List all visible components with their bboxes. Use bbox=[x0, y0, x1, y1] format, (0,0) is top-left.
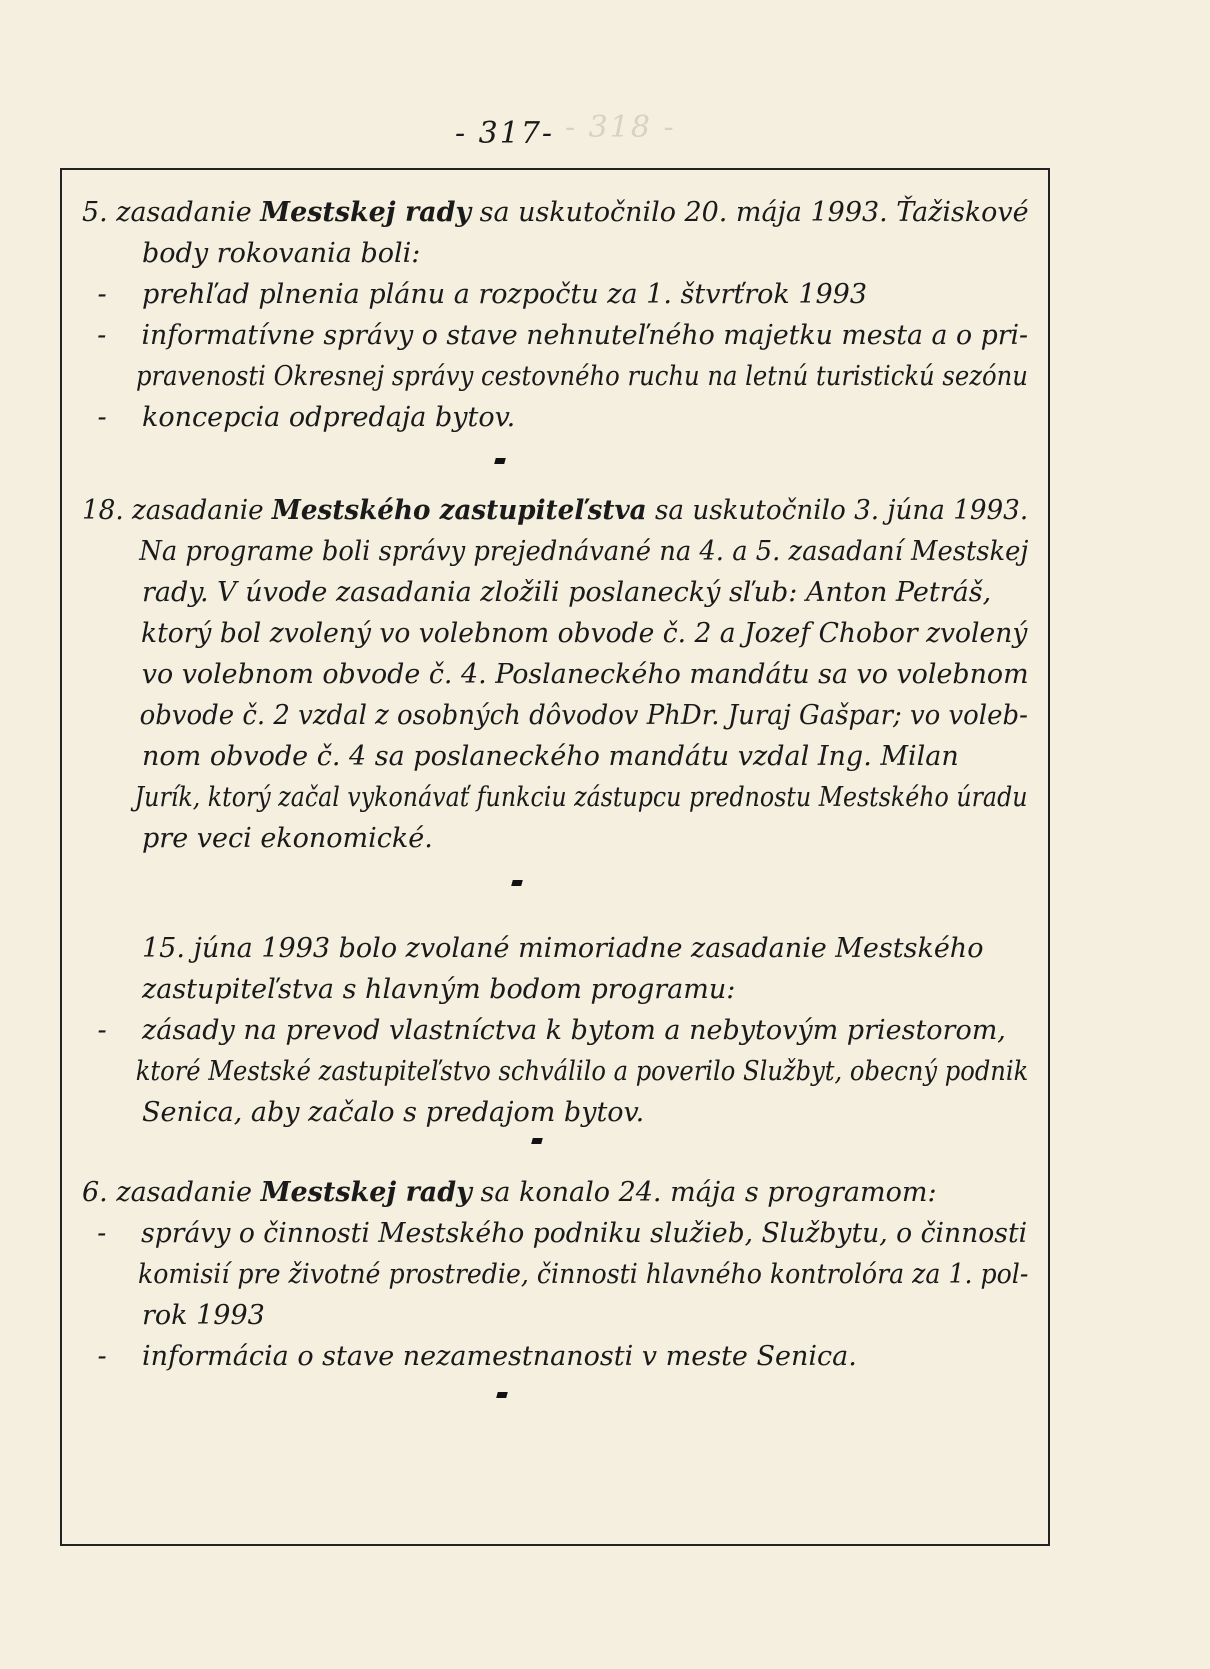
text-frame bbox=[60, 168, 1050, 1546]
line bbox=[82, 397, 1028, 438]
dash: - bbox=[97, 402, 107, 433]
line bbox=[82, 1254, 1029, 1295]
line bbox=[82, 1336, 1028, 1377]
dash: - bbox=[97, 279, 107, 310]
line bbox=[82, 777, 1028, 818]
dash: - bbox=[97, 1015, 107, 1046]
line-text: sa uskutočnilo 20. mája 1993. Ťažiskové bbox=[471, 197, 1029, 228]
line-text: koncepcia odpredaja bytov. bbox=[142, 402, 516, 433]
line-text: 18. zasadanie bbox=[82, 495, 272, 526]
line bbox=[82, 356, 1028, 397]
line bbox=[82, 315, 1029, 356]
dash: - bbox=[97, 320, 107, 351]
bold-text: Mestskej rady bbox=[260, 1177, 472, 1208]
line-text: 6. zasadanie bbox=[82, 1177, 261, 1208]
line bbox=[82, 654, 1029, 695]
line-text: sa konalo 24. mája s programom: bbox=[471, 1177, 937, 1208]
line bbox=[82, 818, 1028, 859]
line-text: 5. zasadanie bbox=[82, 197, 261, 228]
line bbox=[82, 1213, 1028, 1254]
section-2 bbox=[82, 490, 1028, 859]
line-text: zastupiteľstva s hlavným bodom programu: bbox=[142, 974, 736, 1005]
section-1 bbox=[82, 192, 1028, 438]
line-text: komisií pre životné prostredie, činnosti hlavného kontrolóra za 1. pol- bbox=[137, 1259, 1029, 1290]
line-text: pre veci ekonomické. bbox=[142, 823, 433, 854]
dash: - bbox=[97, 1341, 107, 1372]
line-text: správy o činnosti Mestského podniku služieb, Službytu, o činnosti bbox=[141, 1218, 1028, 1249]
line bbox=[82, 531, 1029, 572]
line bbox=[82, 274, 1028, 315]
section-4 bbox=[82, 1172, 1028, 1377]
line bbox=[82, 1172, 1028, 1213]
line-text: ktoré Mestské zastupiteľstvo schválilo a poverilo Službyt, obecný podnik bbox=[135, 1056, 1029, 1087]
separator-mark bbox=[494, 458, 506, 464]
line-text: informácia o stave nezamestnanosti v meste Senica. bbox=[142, 1341, 857, 1372]
line bbox=[82, 1010, 1028, 1051]
line-text: obvode č. 2 vzdal z osobných dôvodov PhDr. Juraj Gašpar; vo voleb- bbox=[139, 700, 1028, 731]
ghost-page-number: - 318 - bbox=[565, 110, 676, 145]
line bbox=[82, 192, 1029, 233]
dash: - bbox=[97, 1218, 107, 1249]
separator-mark bbox=[496, 1392, 508, 1398]
line-text: Na programe boli správy prejednávané na 4. a 5. zasadaní Mestskej bbox=[139, 536, 1029, 567]
line-text: Senica, aby začalo s predajom bytov. bbox=[142, 1097, 645, 1128]
line-text: zásady na prevod vlastníctva k bytom a nebytovým priestorom, bbox=[142, 1015, 1006, 1046]
line-text: Jurík, ktorý začal vykonávať funkciu zástupcu prednostu Mestského úradu bbox=[134, 782, 1028, 813]
bold-text: Mestského zastupiteľstva bbox=[271, 495, 647, 526]
line-text: body rokovania boli: bbox=[142, 238, 421, 269]
line-text: prehľad plnenia plánu a rozpočtu za 1. štvrťrok 1993 bbox=[142, 279, 868, 310]
line bbox=[82, 695, 1028, 736]
line-text: sa uskutočnilo 3. júna 1993. bbox=[646, 495, 1029, 526]
line bbox=[82, 613, 1028, 654]
separator-mark bbox=[511, 880, 523, 886]
separator-mark bbox=[531, 1138, 543, 1144]
line bbox=[82, 736, 1028, 777]
line-text: rady. V úvode zasadania zložili poslanecký sľub: Anton Petráš, bbox=[142, 577, 992, 608]
line bbox=[82, 233, 1028, 274]
line-text: informatívne správy o stave nehnuteľného majetku mesta a o pri- bbox=[141, 320, 1029, 351]
line bbox=[82, 490, 1029, 531]
line bbox=[82, 928, 1028, 969]
line bbox=[82, 969, 1028, 1010]
page-number: - 317- bbox=[455, 116, 555, 151]
bold-text: Mestskej rady bbox=[260, 197, 472, 228]
section-3 bbox=[82, 928, 1028, 1133]
line bbox=[82, 572, 1028, 613]
line-text: pravenosti Okresnej správy cestovného ruchu na letnú turistickú sezónu bbox=[135, 361, 1028, 392]
line-text: 15. júna 1993 bolo zvolané mimoriadne zasadanie Mestského bbox=[142, 933, 984, 964]
line-text: vo volebnom obvode č. 4. Poslaneckého mandátu sa vo volebnom bbox=[141, 659, 1029, 690]
line-text: rok 1993 bbox=[142, 1300, 265, 1331]
line bbox=[82, 1295, 1028, 1336]
line bbox=[82, 1092, 1028, 1133]
line-text: nom obvode č. 4 sa poslaneckého mandátu vzdal Ing. Milan bbox=[142, 741, 959, 772]
line bbox=[82, 1051, 1029, 1092]
line-text: ktorý bol zvolený vo volebnom obvode č. 2 a Jozef Chobor zvolený bbox=[140, 618, 1028, 649]
